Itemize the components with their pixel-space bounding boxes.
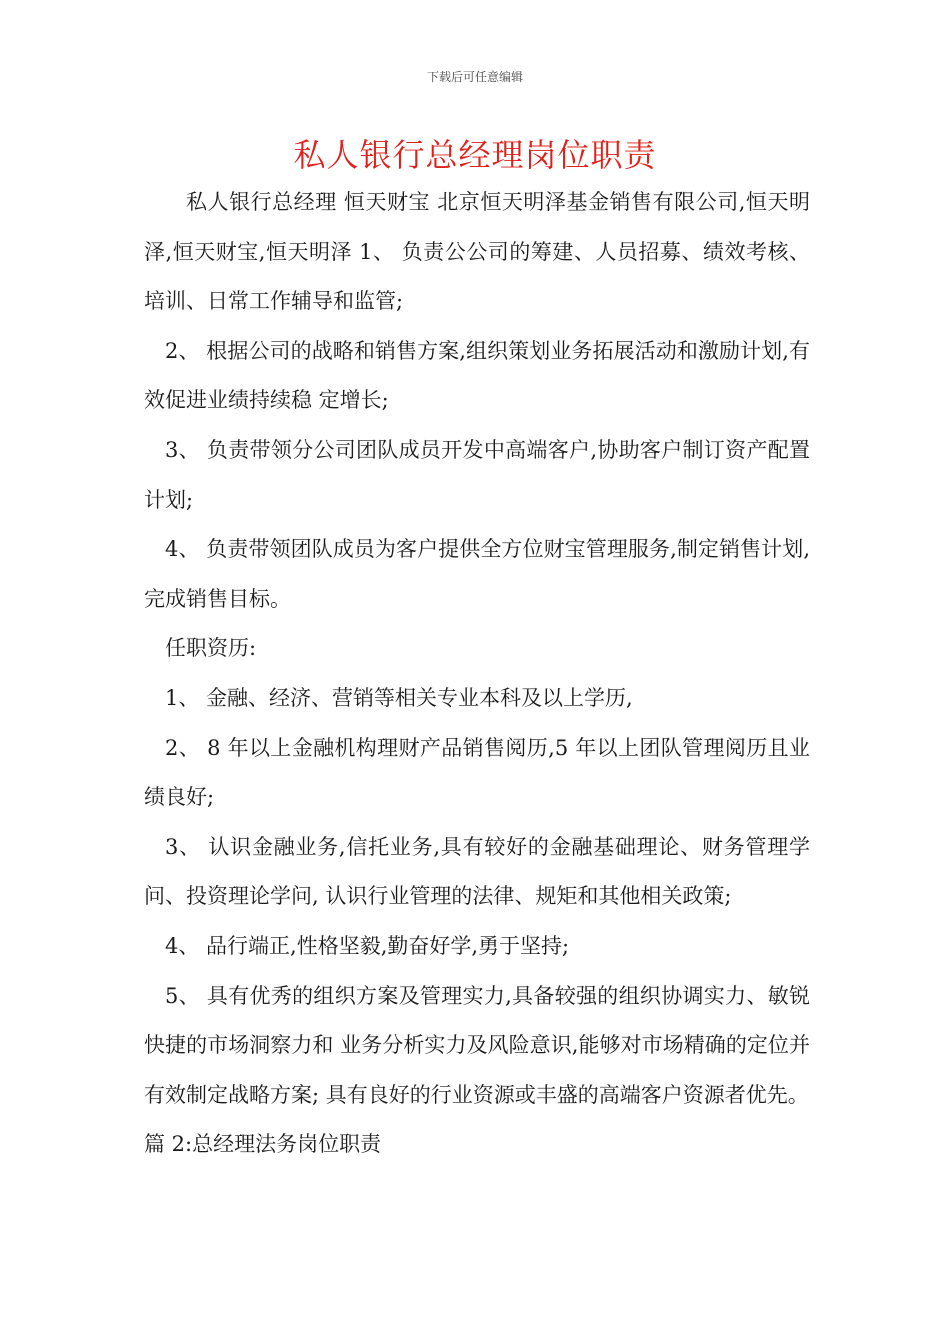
paragraph-intro: 私人银行总经理 恒天财宝 北京恒天明泽基金销售有限公司,恒天明泽,恒天财宝,恒天明泽 1、 负责公公司的筹建、人员招募、绩效考核、培训、日常工作辅导和监管; xyxy=(144,190,810,314)
qualification-item-4: 4、 品行端正,性格坚毅,勤奋好学,勇于坚持; xyxy=(165,933,570,958)
document-body xyxy=(144,178,810,1170)
duty-item-3: 3、 负责带领分公司团队成员开发中高端客户,协助客户制订资产配置计划; xyxy=(144,437,810,512)
duty-item-4: 4、 负责带领团队成员为客户提供全方位财宝管理服务,制定销售计划,完成销售目标。 xyxy=(144,537,810,611)
section-heading-part-2: 篇 2:总经理法务岗位职责 xyxy=(144,1132,382,1157)
header-note: 下载后可任意编辑 xyxy=(426,70,523,84)
qualification-item-1: 1、 金融、经济、营销等相关专业本科及以上学历, xyxy=(165,685,633,710)
document-title: 私人银行总经理岗位职责 xyxy=(293,136,657,174)
qualifications-heading: 任职资历: xyxy=(165,636,257,661)
qualification-item-5: 5、 具有优秀的组织方案及管理实力,具备较强的组织协调实力、敏锐快捷的市场洞察力和 业务分析实力及风险意识,能够对市场精确的定位并有效制定战略方案; 具有良好的行业资源或丰盛的高端客户资源者优先。 xyxy=(144,983,810,1107)
duty-item-2: 2、 根据公司的战略和销售方案,组织策划业务拓展活动和激励计划,有效促进业绩持续稳 定增长; xyxy=(144,338,810,413)
qualification-item-2: 2、 8 年以上金融机构理财产品销售阅历,5 年以上团队管理阅历且业绩良好; xyxy=(144,735,810,810)
qualification-item-3: 3、 认识金融业务,信托业务,具有较好的金融基础理论、财务管理学问、投资理论学问, 认识行业管理的法律、规矩和其他相关政策; xyxy=(144,834,810,909)
